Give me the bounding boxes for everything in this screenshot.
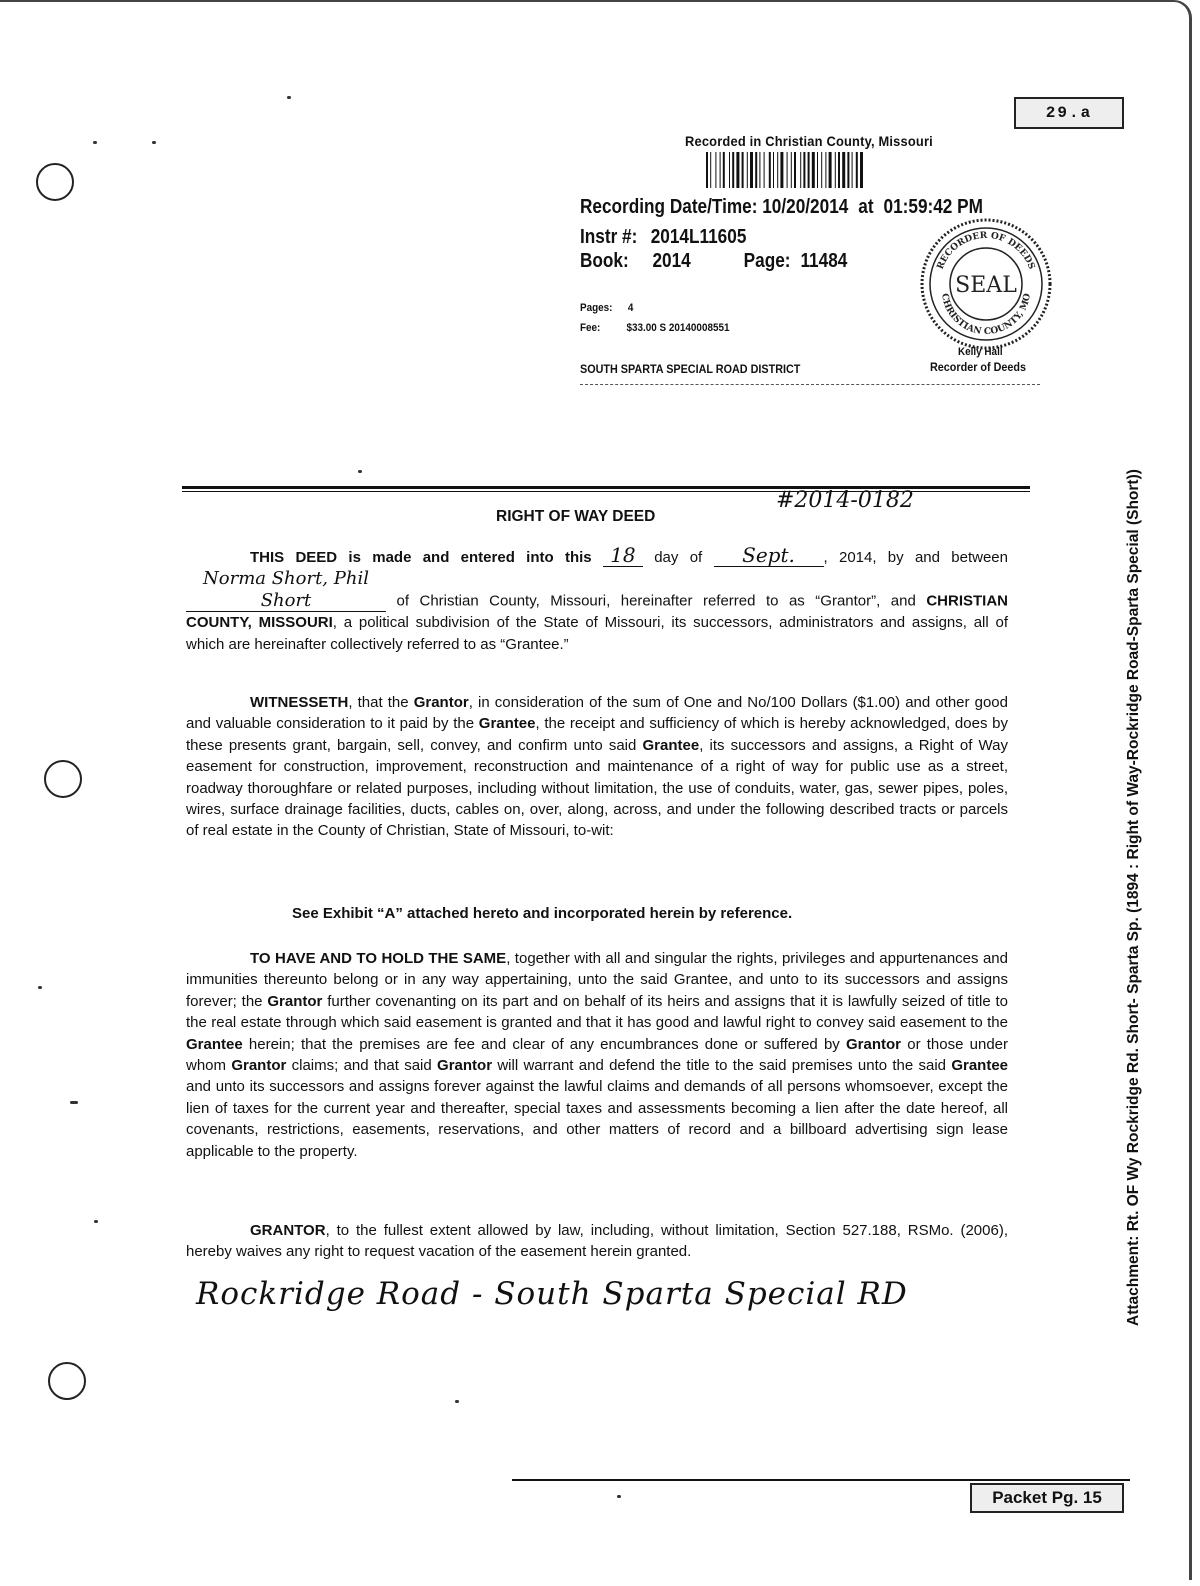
scan-speck <box>455 1400 459 1403</box>
side-attachment-label: Attachment: Rt. OF Wy Rockridge Rd. Short- Sparta Sp. (1894 : Right of Way-Rockridge Road-Sparta Special (Short)) <box>1125 469 1142 1326</box>
para3-text-7: and unto its successors and assigns forever against the lawful claims and demands of all persons whomsoever, except the lien of taxes for the current year and thereafter, special taxes and assessments becoming a lien after the date hereof, all covenants, restrictions, easements, reservations, and other matters of record and a billboard advertising sign lease applicable to the property. <box>186 1078 1008 1160</box>
para3-text-1: , together with all and singular the rights, privileges and appurtenances and immunities thereunto belong or in any way appertaining, unto the said Grantee, and unto to its successors and assigns forever; the <box>186 950 1008 1010</box>
para3-text-6: will warrant and defend the title to the said premises unto the said <box>497 1057 947 1075</box>
handwritten-grantors: Norma Short, Phil Short <box>186 568 386 612</box>
barcode <box>706 152 938 188</box>
submitter: SOUTH SPARTA SPECIAL ROAD DISTRICT <box>580 362 801 376</box>
fee-value: $33.00 S 20140008551 <box>626 322 730 334</box>
para2-text-2: , in consideration of the sum of One and No/100 Dollars ($1.00) and other good and valuable consideration to it paid by the <box>186 694 1008 733</box>
page-ref-label: 29.a <box>1045 104 1093 122</box>
packet-page-stamp <box>970 1483 1124 1513</box>
para1-day-of: day of <box>654 549 703 566</box>
para1-year: , 2014, by and <box>823 549 940 566</box>
para2-grantee-2: Grantee <box>642 736 700 754</box>
scan-speck <box>152 141 156 144</box>
para3-grantor-4: Grantor <box>437 1057 493 1075</box>
punch-hole-bottom <box>48 1362 86 1400</box>
recorder-title: Recorder of Deeds <box>930 360 1027 374</box>
scan-speck <box>617 1495 621 1498</box>
instr-number: 2014L11605 <box>650 226 747 248</box>
pages-value: 4 <box>627 302 634 314</box>
recorder-name: Kelly Hall <box>958 346 1003 358</box>
para3-text-5: claims; and that said <box>291 1057 432 1075</box>
handwritten-doc-number: #2014-0182 <box>776 488 914 513</box>
para1-rest2: , a political subdivision of the State of Missouri, its successors, administrators and assigns, all of which are hereinafter collectively referred to as “Grantee.” <box>186 614 1008 653</box>
para1-rest: of Christian County, Missouri, hereinafter referred to as “Grantor”, and <box>396 592 916 610</box>
stamp-dashed-rule <box>580 384 1040 385</box>
para2-text-4: , its successors and assigns, a Right of Way easement for construction, improvement, reconstruction and maintenance of a right of way for public use as a street, roadway thoroughfare or related purposes, including without limitation, the use of conduits, water, gas, sewer pipes, poles, wires, surface drainage facilities, ducts, cables on, over, along, across, and under the following described tracts or parcels of real estate in the County of Christian, State of Missouri, to-wit: <box>186 736 1008 840</box>
exhibit-reference: See Exhibit “A” attached hereto and incorporated herein by reference. <box>292 905 793 922</box>
para3-grantor-3: Grantor <box>231 1057 287 1075</box>
instr-row <box>580 226 746 249</box>
para3-grantee-1: Grantee <box>186 1035 243 1053</box>
scan-speck <box>93 141 97 144</box>
page-ref-stamp <box>1014 97 1124 129</box>
para3-text-3: herein; that the premises are fee and clear of any encumbrances done or suffered by <box>248 1035 840 1053</box>
para1-lead: THIS DEED is made and entered into this <box>250 549 592 566</box>
para2-text-3: , the receipt and sufficiency of which is hereby acknowledged, does by these presents grant, bargain, sell, convey, and confirm unto said <box>186 715 1008 754</box>
punch-hole-top <box>36 163 74 201</box>
paragraph-waiver <box>186 1220 1008 1263</box>
scan-speck <box>358 470 362 473</box>
paragraph-witnesseth <box>186 692 1008 842</box>
handwritten-day: 18 <box>603 545 643 567</box>
scan-speck <box>94 1220 98 1223</box>
para3-text-2: further covenanting on its part and on behalf of its heirs and assigns that it is lawfully seized of title to the real estate through which said easement is granted and that it has good and lawful right to convey said easement to the <box>186 992 1009 1032</box>
recorded-in-line: Recorded in Christian County, Missouri <box>685 133 933 149</box>
handwritten-road-note: Rockridge Road - South Sparta Special RD <box>196 1276 908 1312</box>
fee-row <box>580 322 729 334</box>
pages-label: Pages: <box>580 302 613 314</box>
scan-speck <box>287 96 291 99</box>
paragraph-parties <box>186 545 1008 655</box>
para1-between: between <box>951 549 1008 566</box>
para4-text-1: , to the fullest extent allowed by law, including, without limitation, Section 527.188, RSMo. (2006), hereby waives any right to request vacation of the easement herein granted. <box>186 1222 1008 1261</box>
recording-time: 01:59:42 PM <box>883 196 983 218</box>
book-row <box>580 250 847 273</box>
book-label: Book: <box>580 250 629 272</box>
para2-grantor: Grantor <box>413 694 469 711</box>
instr-label: Instr #: <box>580 226 638 248</box>
paragraph-habendum <box>186 948 1008 1162</box>
para2-grantee: Grantee <box>478 715 536 733</box>
document-title: RIGHT OF WAY DEED <box>496 508 656 525</box>
seal-bottom-text: CHRISTIAN COUNTY, MO <box>939 292 1033 338</box>
pages-row <box>580 302 633 314</box>
para3-grantee-2: Grantee <box>951 1057 1009 1075</box>
book-value: 2014 <box>652 250 691 272</box>
seal-top-text: RECORDER OF DEEDS <box>935 230 1037 271</box>
scan-speck <box>70 1101 78 1104</box>
waiver-lead: GRANTOR <box>250 1222 326 1239</box>
recorder-seal <box>918 216 1054 352</box>
recording-at-label: at <box>858 196 874 218</box>
para2-text-1: , that the <box>348 694 409 711</box>
para1-grantee: CHRISTIAN COUNTY, MISSOURI <box>186 592 1009 632</box>
habendum-lead: TO HAVE AND TO HOLD THE SAME <box>250 950 507 967</box>
para3-grantor-1: Grantor <box>267 992 323 1010</box>
punch-hole-middle <box>44 760 82 798</box>
recording-date: 10/20/2014 <box>762 196 849 218</box>
handwritten-month: Sept. <box>714 545 824 567</box>
recording-datetime-label: Recording Date/Time: <box>580 196 758 218</box>
svg-text:RECORDER OF DEEDS <box>936 231 1037 271</box>
packet-page-label: Packet Pg. 15 <box>992 1488 1102 1507</box>
seal-center-text: SEAL <box>955 273 1017 298</box>
para3-grantor-2: Grantor <box>846 1035 902 1053</box>
fee-label: Fee: <box>580 322 601 334</box>
para3-text-4: or those under whom <box>186 1035 1009 1075</box>
scan-speck <box>38 986 42 989</box>
bottom-divider <box>512 1479 1130 1481</box>
witnesseth-word: WITNESSETH <box>250 694 349 711</box>
page-label: Page: <box>743 250 791 272</box>
page-value: 11484 <box>800 250 848 272</box>
